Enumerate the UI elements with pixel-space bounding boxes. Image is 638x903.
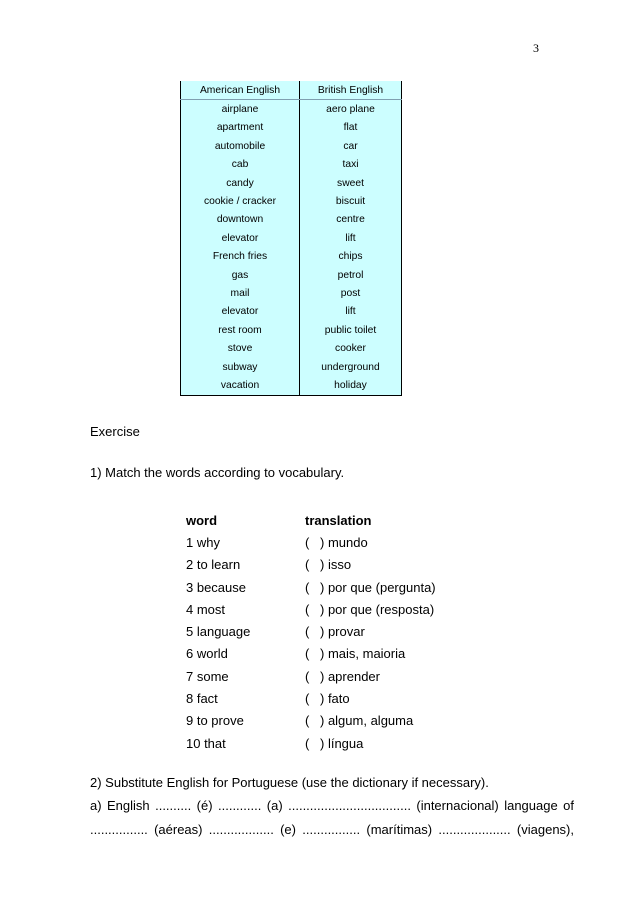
- american-word: gas: [181, 266, 300, 284]
- table-row: [186, 643, 436, 665]
- match-word: 6 world: [186, 646, 228, 662]
- table-row: [181, 229, 402, 247]
- table-row: [181, 211, 402, 229]
- answer-blank[interactable]: (: [305, 646, 310, 662]
- match-word: 10 that: [186, 735, 226, 751]
- exercise2-line-1: a) English .......... (é) ............ (a) .................................. (internacional) language of: [90, 798, 574, 813]
- match-translation: ) aprender: [320, 668, 380, 684]
- table-row: [181, 156, 402, 174]
- matching-table: [186, 509, 436, 754]
- table-row: [181, 174, 402, 192]
- match-word: 2 to learn: [186, 557, 241, 573]
- british-word: holiday: [300, 376, 402, 395]
- page-number: 3: [533, 41, 539, 55]
- american-word: elevator: [181, 303, 300, 321]
- table-row: [181, 248, 402, 266]
- american-word: candy: [181, 174, 300, 192]
- table-row: [186, 598, 436, 620]
- british-word: flat: [300, 119, 402, 137]
- table-row: [186, 554, 436, 576]
- table-row: [186, 665, 436, 687]
- british-word: taxi: [300, 156, 402, 174]
- american-word: subway: [181, 358, 300, 376]
- american-word: airplane: [181, 100, 300, 119]
- british-word: car: [300, 137, 402, 155]
- answer-blank[interactable]: (: [305, 735, 310, 751]
- table-row: [181, 119, 402, 137]
- american-word: apartment: [181, 119, 300, 137]
- header-british-english: British English: [300, 81, 402, 100]
- british-word: underground: [300, 358, 402, 376]
- match-word: 7 some: [186, 668, 229, 684]
- match-word: 9 to prove: [186, 713, 244, 729]
- british-word: biscuit: [300, 192, 402, 210]
- vocabulary-header-row: [181, 81, 402, 100]
- american-word: rest room: [181, 321, 300, 339]
- match-translation: ) mais, maioria: [320, 646, 406, 662]
- american-word: French fries: [181, 248, 300, 266]
- match-translation: ) língua: [320, 735, 364, 751]
- exercise2-instruction: 2) Substitute English for Portuguese (use the dictionary if necessary).: [90, 775, 489, 790]
- american-word: stove: [181, 339, 300, 357]
- exercise-title: Exercise: [90, 424, 140, 439]
- british-word: sweet: [300, 174, 402, 192]
- answer-blank[interactable]: (: [305, 713, 310, 729]
- american-word: mail: [181, 284, 300, 302]
- match-translation: ) por que (pergunta): [320, 579, 436, 595]
- british-word: post: [300, 284, 402, 302]
- american-word: vacation: [181, 376, 300, 395]
- exercise1-instruction: 1) Match the words according to vocabulary.: [90, 465, 345, 480]
- british-word: centre: [300, 211, 402, 229]
- american-word: elevator: [181, 229, 300, 247]
- table-row: [186, 576, 436, 598]
- table-row: [181, 266, 402, 284]
- american-word: automobile: [181, 137, 300, 155]
- table-row: [181, 284, 402, 302]
- table-row: [181, 321, 402, 339]
- table-row: [181, 303, 402, 321]
- match-word: 5 language: [186, 624, 251, 640]
- american-word: cab: [181, 156, 300, 174]
- table-row: [181, 339, 402, 357]
- match-translation: ) algum, alguma: [320, 713, 414, 729]
- header-american-english: American English: [181, 81, 300, 100]
- match-word: 4 most: [186, 601, 226, 617]
- table-row: [186, 620, 436, 642]
- british-word: public toilet: [300, 321, 402, 339]
- answer-blank[interactable]: (: [305, 557, 310, 573]
- table-row: [181, 100, 402, 119]
- answer-blank[interactable]: (: [305, 601, 310, 617]
- british-word: petrol: [300, 266, 402, 284]
- match-word: 3 because: [186, 579, 246, 595]
- table-row: [186, 531, 436, 553]
- translation-header: translation: [305, 512, 372, 528]
- answer-blank[interactable]: (: [305, 668, 310, 684]
- british-word: lift: [300, 303, 402, 321]
- table-row: [186, 732, 436, 754]
- american-word: downtown: [181, 211, 300, 229]
- match-word: 1 why: [186, 534, 220, 550]
- match-translation: ) mundo: [320, 534, 368, 550]
- table-row: [181, 192, 402, 210]
- answer-blank[interactable]: (: [305, 624, 310, 640]
- british-word: cooker: [300, 339, 402, 357]
- british-word: aero plane: [300, 100, 402, 119]
- table-row: [181, 137, 402, 155]
- table-row: [181, 376, 402, 395]
- word-header: word: [186, 512, 218, 528]
- matching-header-row: [186, 509, 436, 531]
- answer-blank[interactable]: (: [305, 534, 310, 550]
- match-word: 8 fact: [186, 691, 218, 707]
- british-word: chips: [300, 248, 402, 266]
- match-translation: ) provar: [320, 624, 365, 640]
- table-row: [181, 358, 402, 376]
- answer-blank[interactable]: (: [305, 579, 310, 595]
- match-translation: ) fato: [320, 691, 350, 707]
- exercise2-line-2: ................ (aéreas) .................. (e) ................ (marítimas) .................... (viagens),: [90, 822, 574, 837]
- match-translation: ) isso: [320, 557, 352, 573]
- vocabulary-table: [180, 81, 402, 396]
- table-row: [186, 687, 436, 709]
- table-row: [186, 710, 436, 732]
- answer-blank[interactable]: (: [305, 691, 310, 707]
- british-word: lift: [300, 229, 402, 247]
- american-word: cookie / cracker: [181, 192, 300, 210]
- match-translation: ) por que (resposta): [320, 601, 435, 617]
